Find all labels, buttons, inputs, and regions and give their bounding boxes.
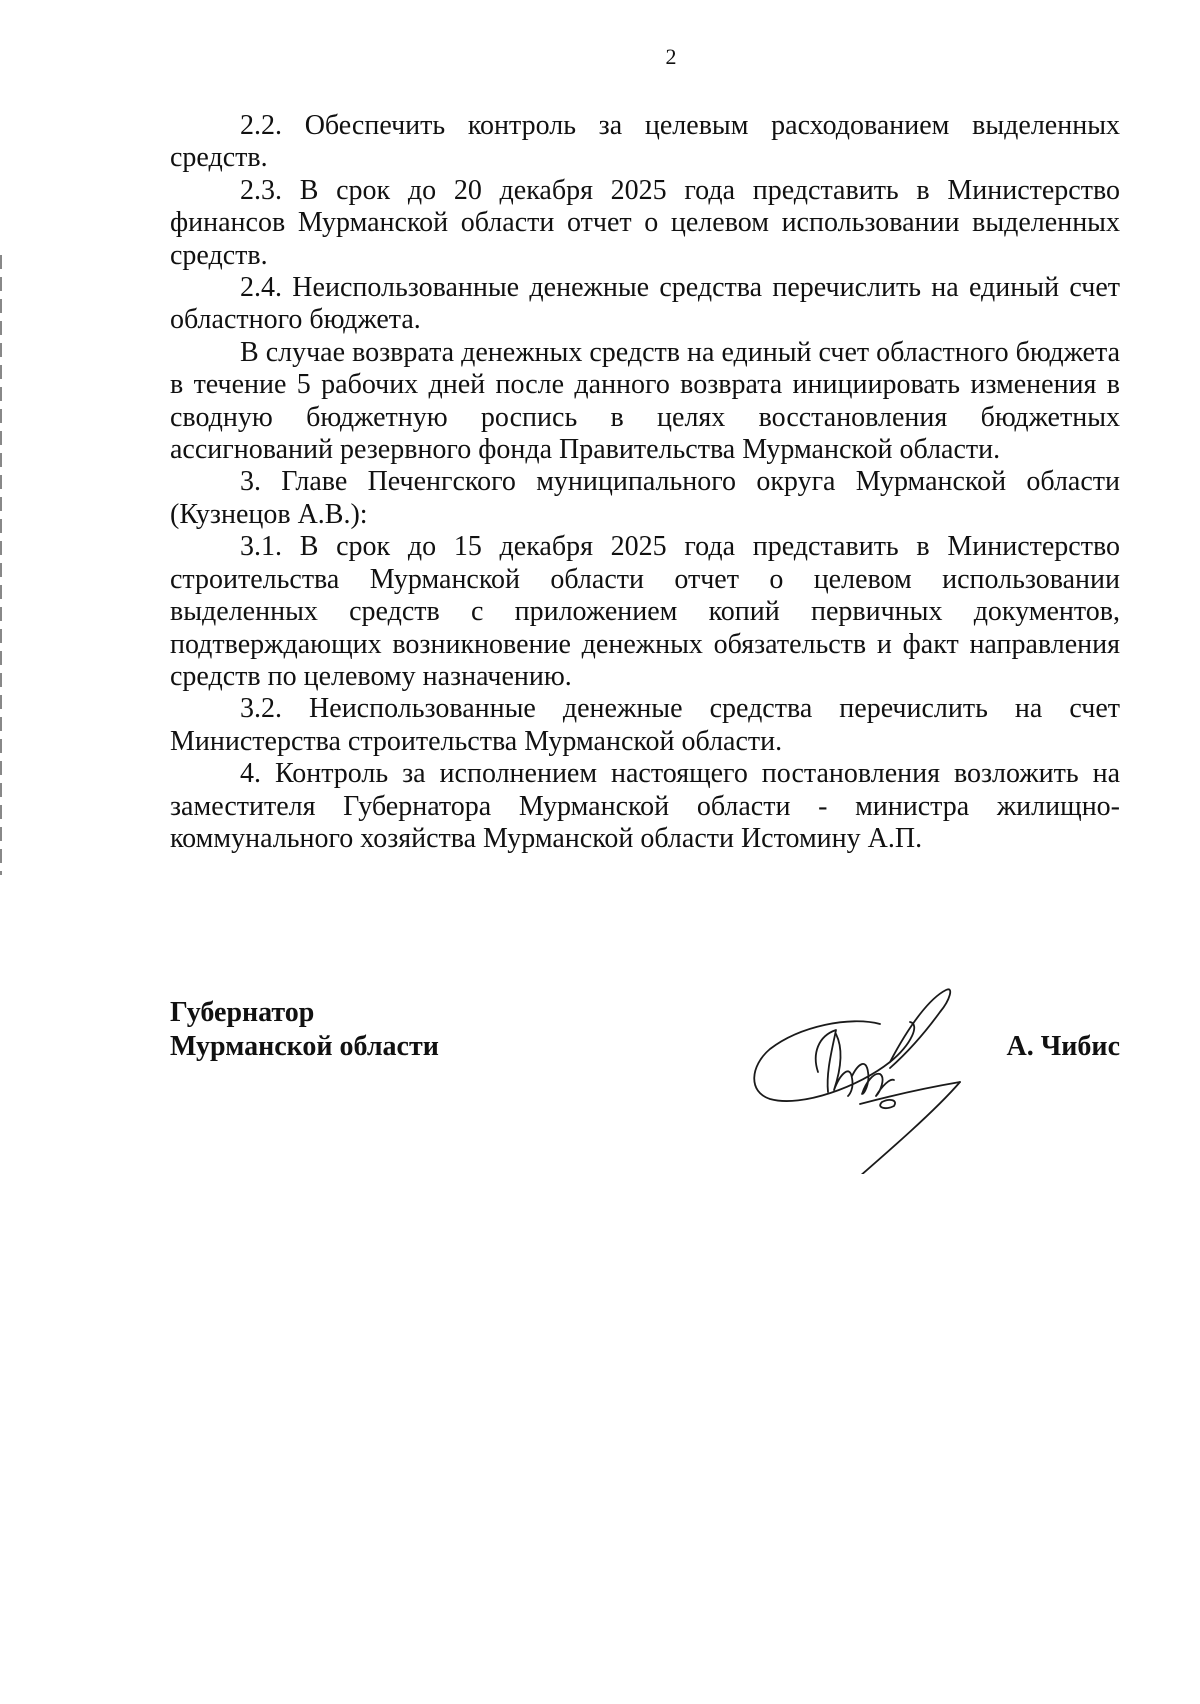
paragraph-2-4: 2.4. Неиспользованные денежные средства перечислить на единый счет областного бюджета.: [170, 272, 1120, 336]
paragraph-2-3: 2.3. В срок до 20 декабря 2025 года представить в Министерство финансов Мурманской области отчет о целевом использовании выделенных средств.: [170, 174, 1120, 271]
paragraph-2-2: 2.2. Обеспечить контроль за целевым расходованием выделенных средств.: [170, 110, 1120, 174]
handwritten-signature: [740, 954, 1000, 1174]
signer-title-line2: Мурманской области: [170, 1031, 439, 1062]
paragraph-3: 3. Главе Печенгского муниципального округа Мурманской области (Кузнецов А.В.):: [170, 466, 1120, 530]
paragraph-3-1: 3.1. В срок до 15 декабря 2025 года представить в Министерство строительства Мурманской области отчет о целевом использовании выделенных средств с приложением копий первичных документов, подтверждающих возникновение денежных обязательств и факт направления средств по целевому назначению.: [170, 531, 1120, 692]
signature-block: [170, 996, 1120, 1216]
document-body: [170, 110, 1120, 855]
signer-name: А. Чибис: [1006, 1031, 1120, 1062]
signer-title: [170, 996, 439, 1064]
paragraph-refund: В случае возврата денежных средств на единый счет областного бюджета в течение 5 рабочих дней после данного возврата инициировать изменения в сводную бюджетную роспись в целях восстановления бюджетных ассигнований резервного фонда Правительства Мурманской области.: [170, 336, 1120, 466]
signer-title-line1: Губернатор: [170, 997, 315, 1028]
paragraph-4: 4. Контроль за исполнением настоящего постановления возложить на заместителя Губернатора Мурманской области - министра жилищно-коммунального хозяйства Мурманской области Истомину А.П.: [170, 758, 1120, 854]
page-number: 2: [665, 44, 677, 69]
paragraph-3-2: 3.2. Неиспользованные денежные средства перечислить на счет Министерства строительства Мурманской области.: [170, 693, 1120, 757]
scan-edge-marks: [0, 255, 2, 875]
